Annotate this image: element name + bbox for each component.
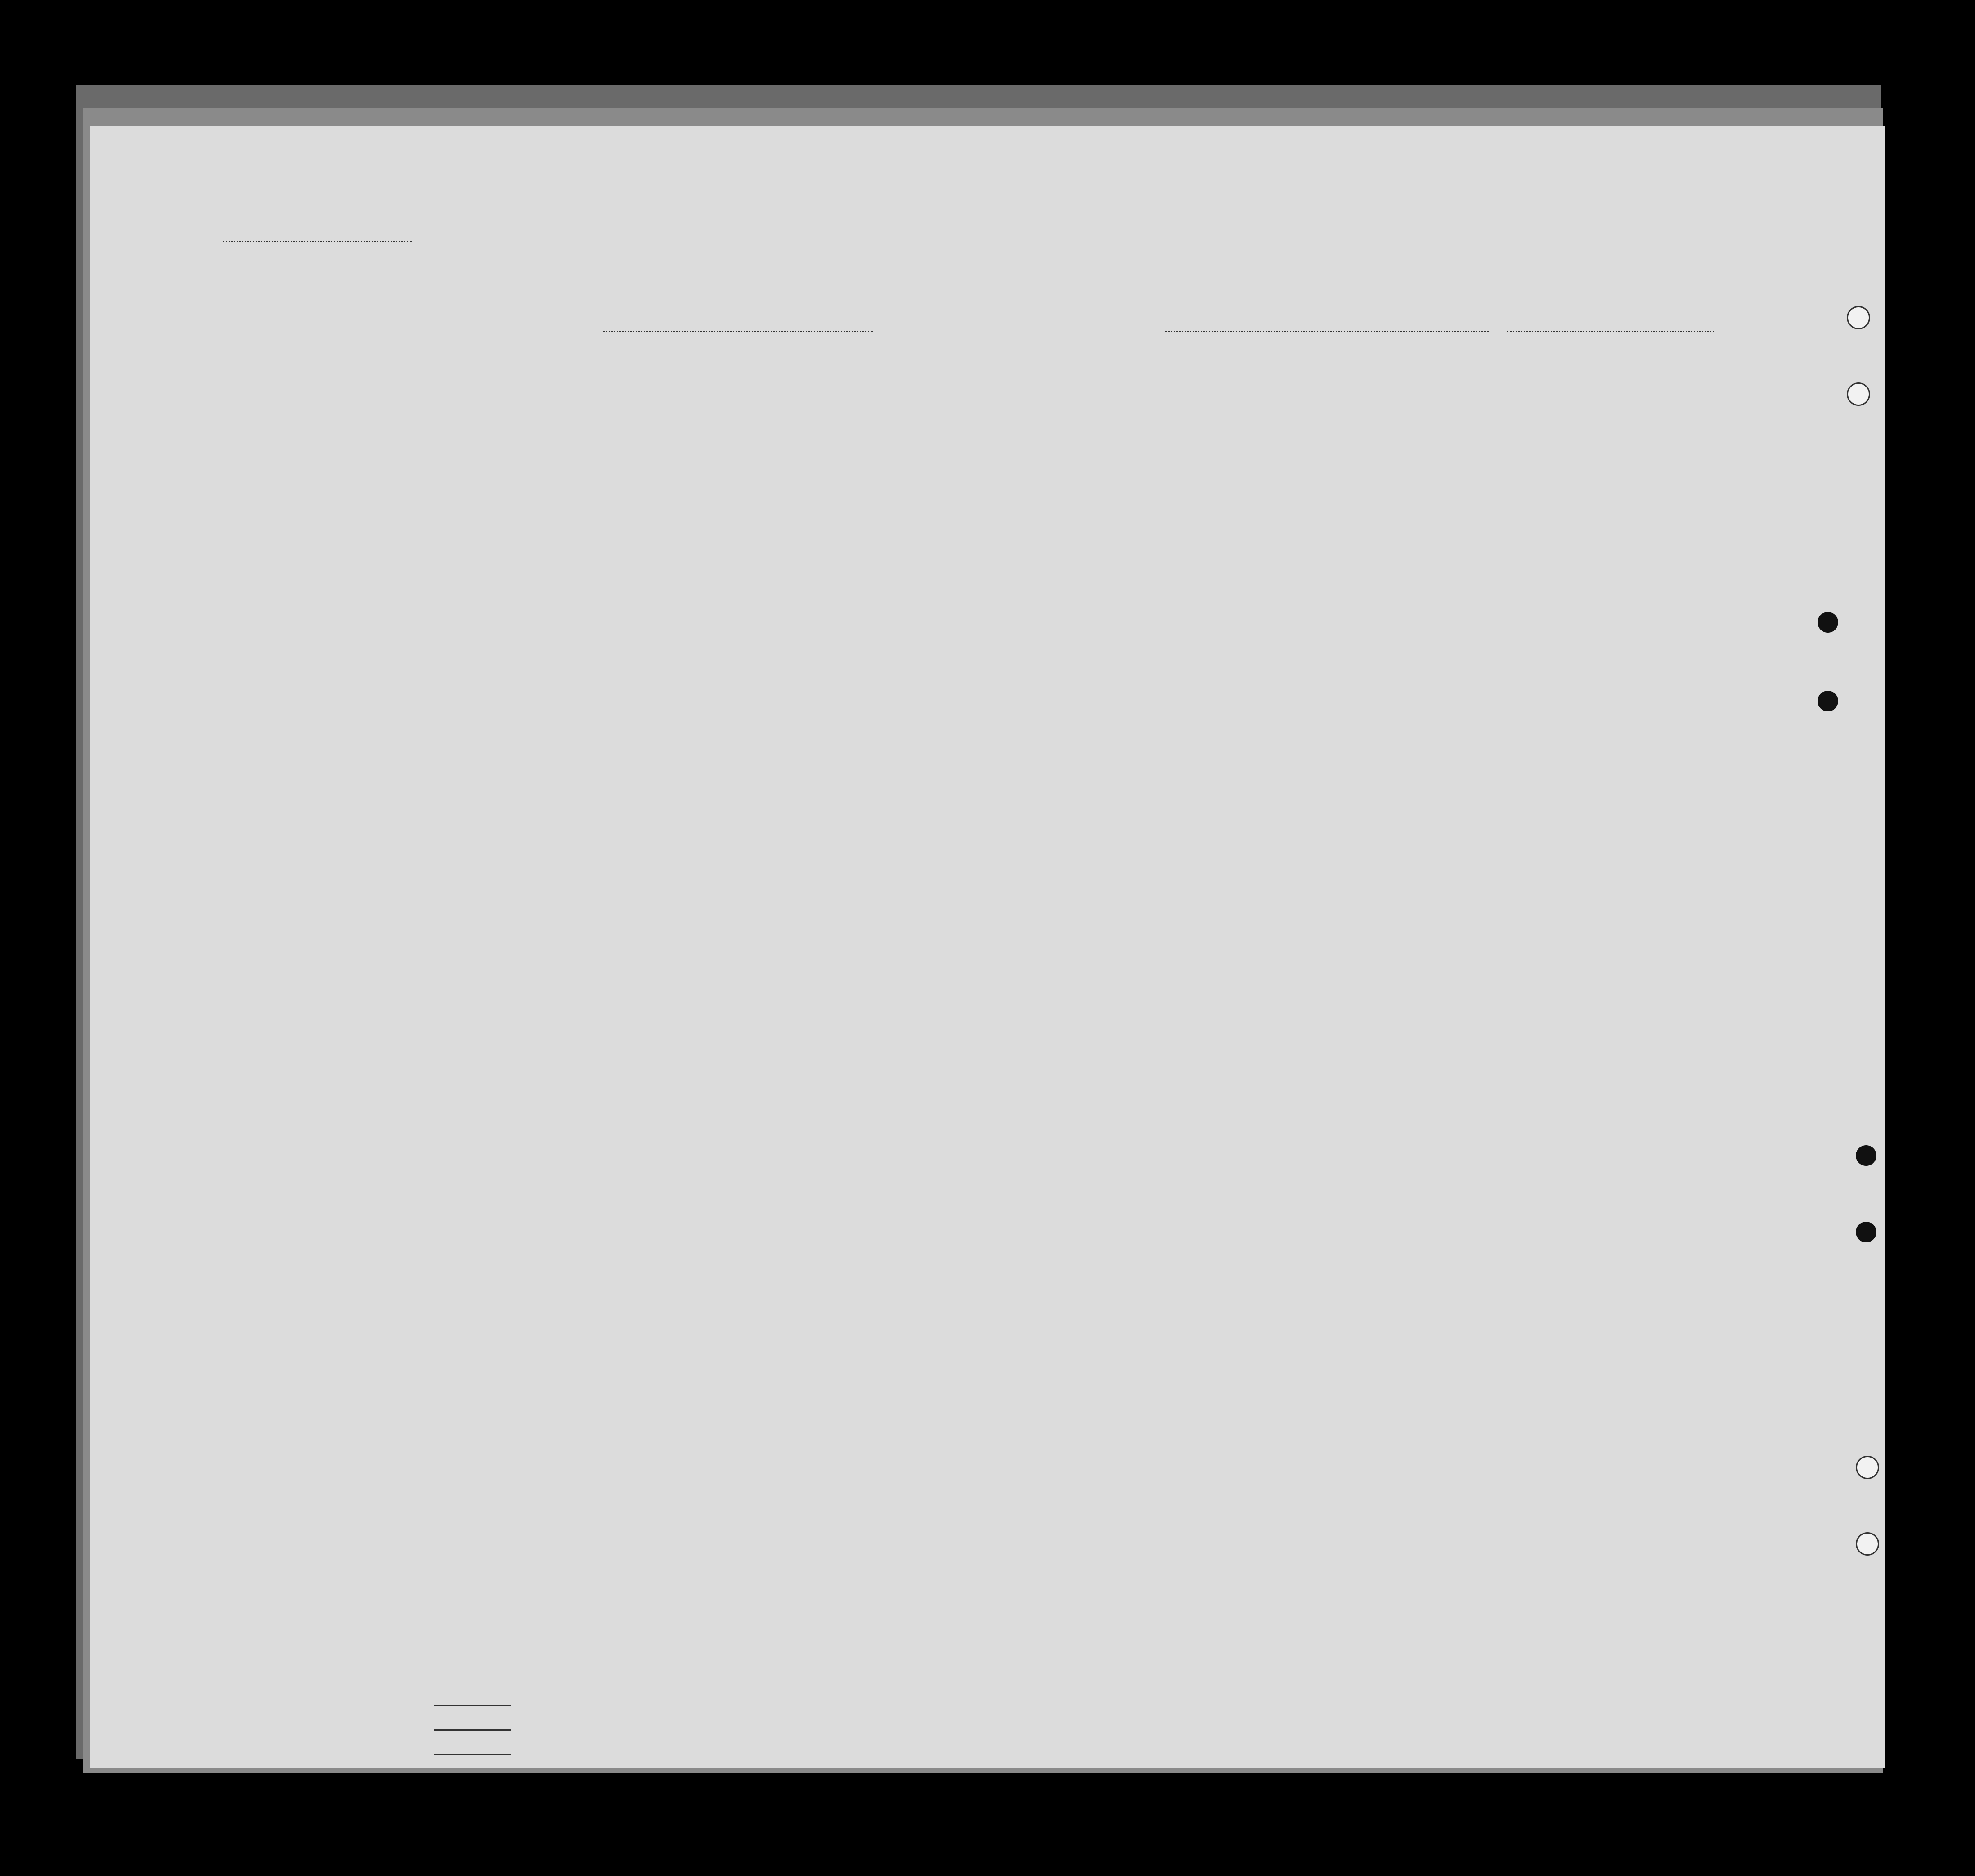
punch-hole — [1856, 1145, 1876, 1166]
punch-hole — [1818, 691, 1838, 711]
punch-hole — [1818, 612, 1838, 633]
aliens-line — [434, 1754, 511, 1755]
punch-hole — [1847, 306, 1870, 329]
port-line — [1165, 331, 1489, 332]
punch-hole — [1847, 382, 1870, 406]
citizens-line — [434, 1729, 511, 1731]
punch-hole — [1856, 1532, 1879, 1556]
ship-line — [603, 331, 873, 332]
punch-hole — [1856, 1222, 1876, 1242]
total-line — [434, 1705, 511, 1706]
list-line — [223, 241, 412, 242]
punch-hole — [1856, 1456, 1879, 1479]
date-line — [1507, 331, 1714, 332]
